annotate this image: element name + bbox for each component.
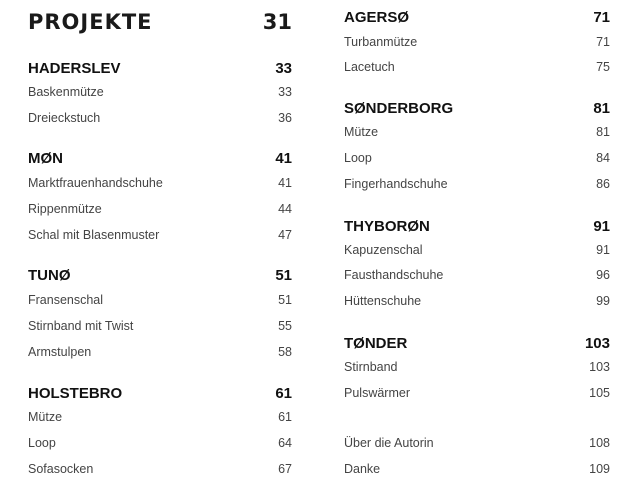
toc-title: PROJEKTE [28, 10, 153, 34]
section-page: 91 [593, 218, 610, 235]
section-page: 61 [275, 385, 292, 402]
entry-label: Stirnband [344, 360, 398, 374]
toc-entry[interactable] [28, 202, 292, 216]
entry-label: Fransenschal [28, 293, 104, 307]
toc-entry[interactable] [28, 176, 292, 190]
entry-page: 109 [589, 462, 610, 476]
entry-label: Fausthandschuhe [344, 268, 444, 282]
toc-entry[interactable] [28, 111, 292, 125]
section-tonder[interactable] [344, 335, 610, 352]
entry-label: Über die Autorin [344, 436, 434, 450]
section-mon[interactable] [28, 150, 292, 167]
entry-page: 41 [278, 176, 292, 190]
entry-page: 86 [596, 177, 610, 191]
entry-label: Sofasocken [28, 462, 94, 476]
section-agerso[interactable] [344, 9, 610, 26]
entry-page: 105 [589, 386, 610, 400]
section-page: 71 [593, 9, 610, 26]
entry-page: 71 [596, 35, 610, 49]
toc-entry-about-author[interactable] [344, 436, 610, 450]
section-page: 103 [584, 335, 610, 352]
entry-label: Fingerhandschuhe [344, 177, 448, 191]
toc-entry[interactable] [28, 436, 292, 450]
toc-entry[interactable] [344, 177, 610, 191]
entry-label: Rippenmütze [28, 202, 102, 216]
entry-label: Turbanmütze [344, 35, 418, 49]
toc-entry[interactable] [344, 35, 610, 49]
section-heading: TØNDER [344, 335, 408, 352]
section-page: 33 [275, 60, 292, 77]
entry-page: 51 [278, 293, 292, 307]
toc-entry[interactable] [344, 243, 610, 257]
entry-label: Hüttenschuhe [344, 294, 422, 308]
entry-label: Loop [344, 151, 372, 165]
toc-entry[interactable] [28, 410, 292, 424]
entry-page: 84 [596, 151, 610, 165]
toc-entry[interactable] [344, 386, 610, 400]
entry-page: 33 [278, 85, 292, 99]
section-heading: TUNØ [28, 267, 71, 284]
entry-label: Danke [344, 462, 381, 476]
toc-title-row[interactable] [28, 10, 292, 34]
entry-label: Kapuzenschal [344, 243, 423, 257]
section-heading: MØN [28, 150, 63, 167]
entry-page: 81 [596, 125, 610, 139]
toc-entry[interactable] [344, 360, 610, 374]
entry-page: 61 [278, 410, 292, 424]
entry-page: 36 [278, 111, 292, 125]
section-heading: SØNDERBORG [344, 100, 454, 117]
entry-label: Dreieckstuch [28, 111, 101, 125]
entry-label: Mütze [344, 125, 379, 139]
section-thyboron[interactable] [344, 218, 610, 235]
toc-entry[interactable] [28, 462, 292, 476]
entry-page: 55 [278, 319, 292, 333]
entry-label: Loop [28, 436, 56, 450]
section-heading: HADERSLEV [28, 60, 121, 77]
entry-label: Lacetuch [344, 60, 395, 74]
section-page: 51 [275, 267, 292, 284]
toc-entry[interactable] [28, 228, 292, 242]
entry-label: Marktfrauenhandschuhe [28, 176, 163, 190]
section-tuno[interactable] [28, 267, 292, 284]
toc-entry[interactable] [28, 319, 292, 333]
entry-page: 99 [596, 294, 610, 308]
toc-entry[interactable] [344, 294, 610, 308]
entry-page: 103 [589, 360, 610, 374]
section-heading: HOLSTEBRO [28, 385, 123, 402]
entry-page: 75 [596, 60, 610, 74]
section-page: 81 [593, 100, 610, 117]
section-holstebro[interactable] [28, 385, 292, 402]
entry-label: Schal mit Blasenmuster [28, 228, 160, 242]
entry-page: 58 [278, 345, 292, 359]
entry-page: 91 [596, 243, 610, 257]
entry-page: 67 [278, 462, 292, 476]
entry-label: Baskenmütze [28, 85, 104, 99]
entry-page: 108 [589, 436, 610, 450]
entry-label: Mütze [28, 410, 63, 424]
toc-entry[interactable] [28, 85, 292, 99]
entry-label: Armstulpen [28, 345, 92, 359]
toc-entry[interactable] [28, 293, 292, 307]
toc-entry[interactable] [344, 60, 610, 74]
section-heading: AGERSØ [344, 9, 410, 26]
section-page: 41 [275, 150, 292, 167]
entry-page: 44 [278, 202, 292, 216]
entry-label: Stirnband mit Twist [28, 319, 134, 333]
entry-page: 47 [278, 228, 292, 242]
toc-title-page: 31 [262, 10, 292, 34]
toc-entry-thanks[interactable] [344, 462, 610, 476]
section-sonderborg[interactable] [344, 100, 610, 117]
toc-entry[interactable] [344, 268, 610, 282]
section-haderslev[interactable] [28, 60, 292, 77]
entry-page: 64 [278, 436, 292, 450]
toc-entry[interactable] [28, 345, 292, 359]
entry-page: 96 [596, 268, 610, 282]
entry-label: Pulswärmer [344, 386, 410, 400]
toc-entry[interactable] [344, 125, 610, 139]
toc-entry[interactable] [344, 151, 610, 165]
section-heading: THYBORØN [344, 218, 430, 235]
